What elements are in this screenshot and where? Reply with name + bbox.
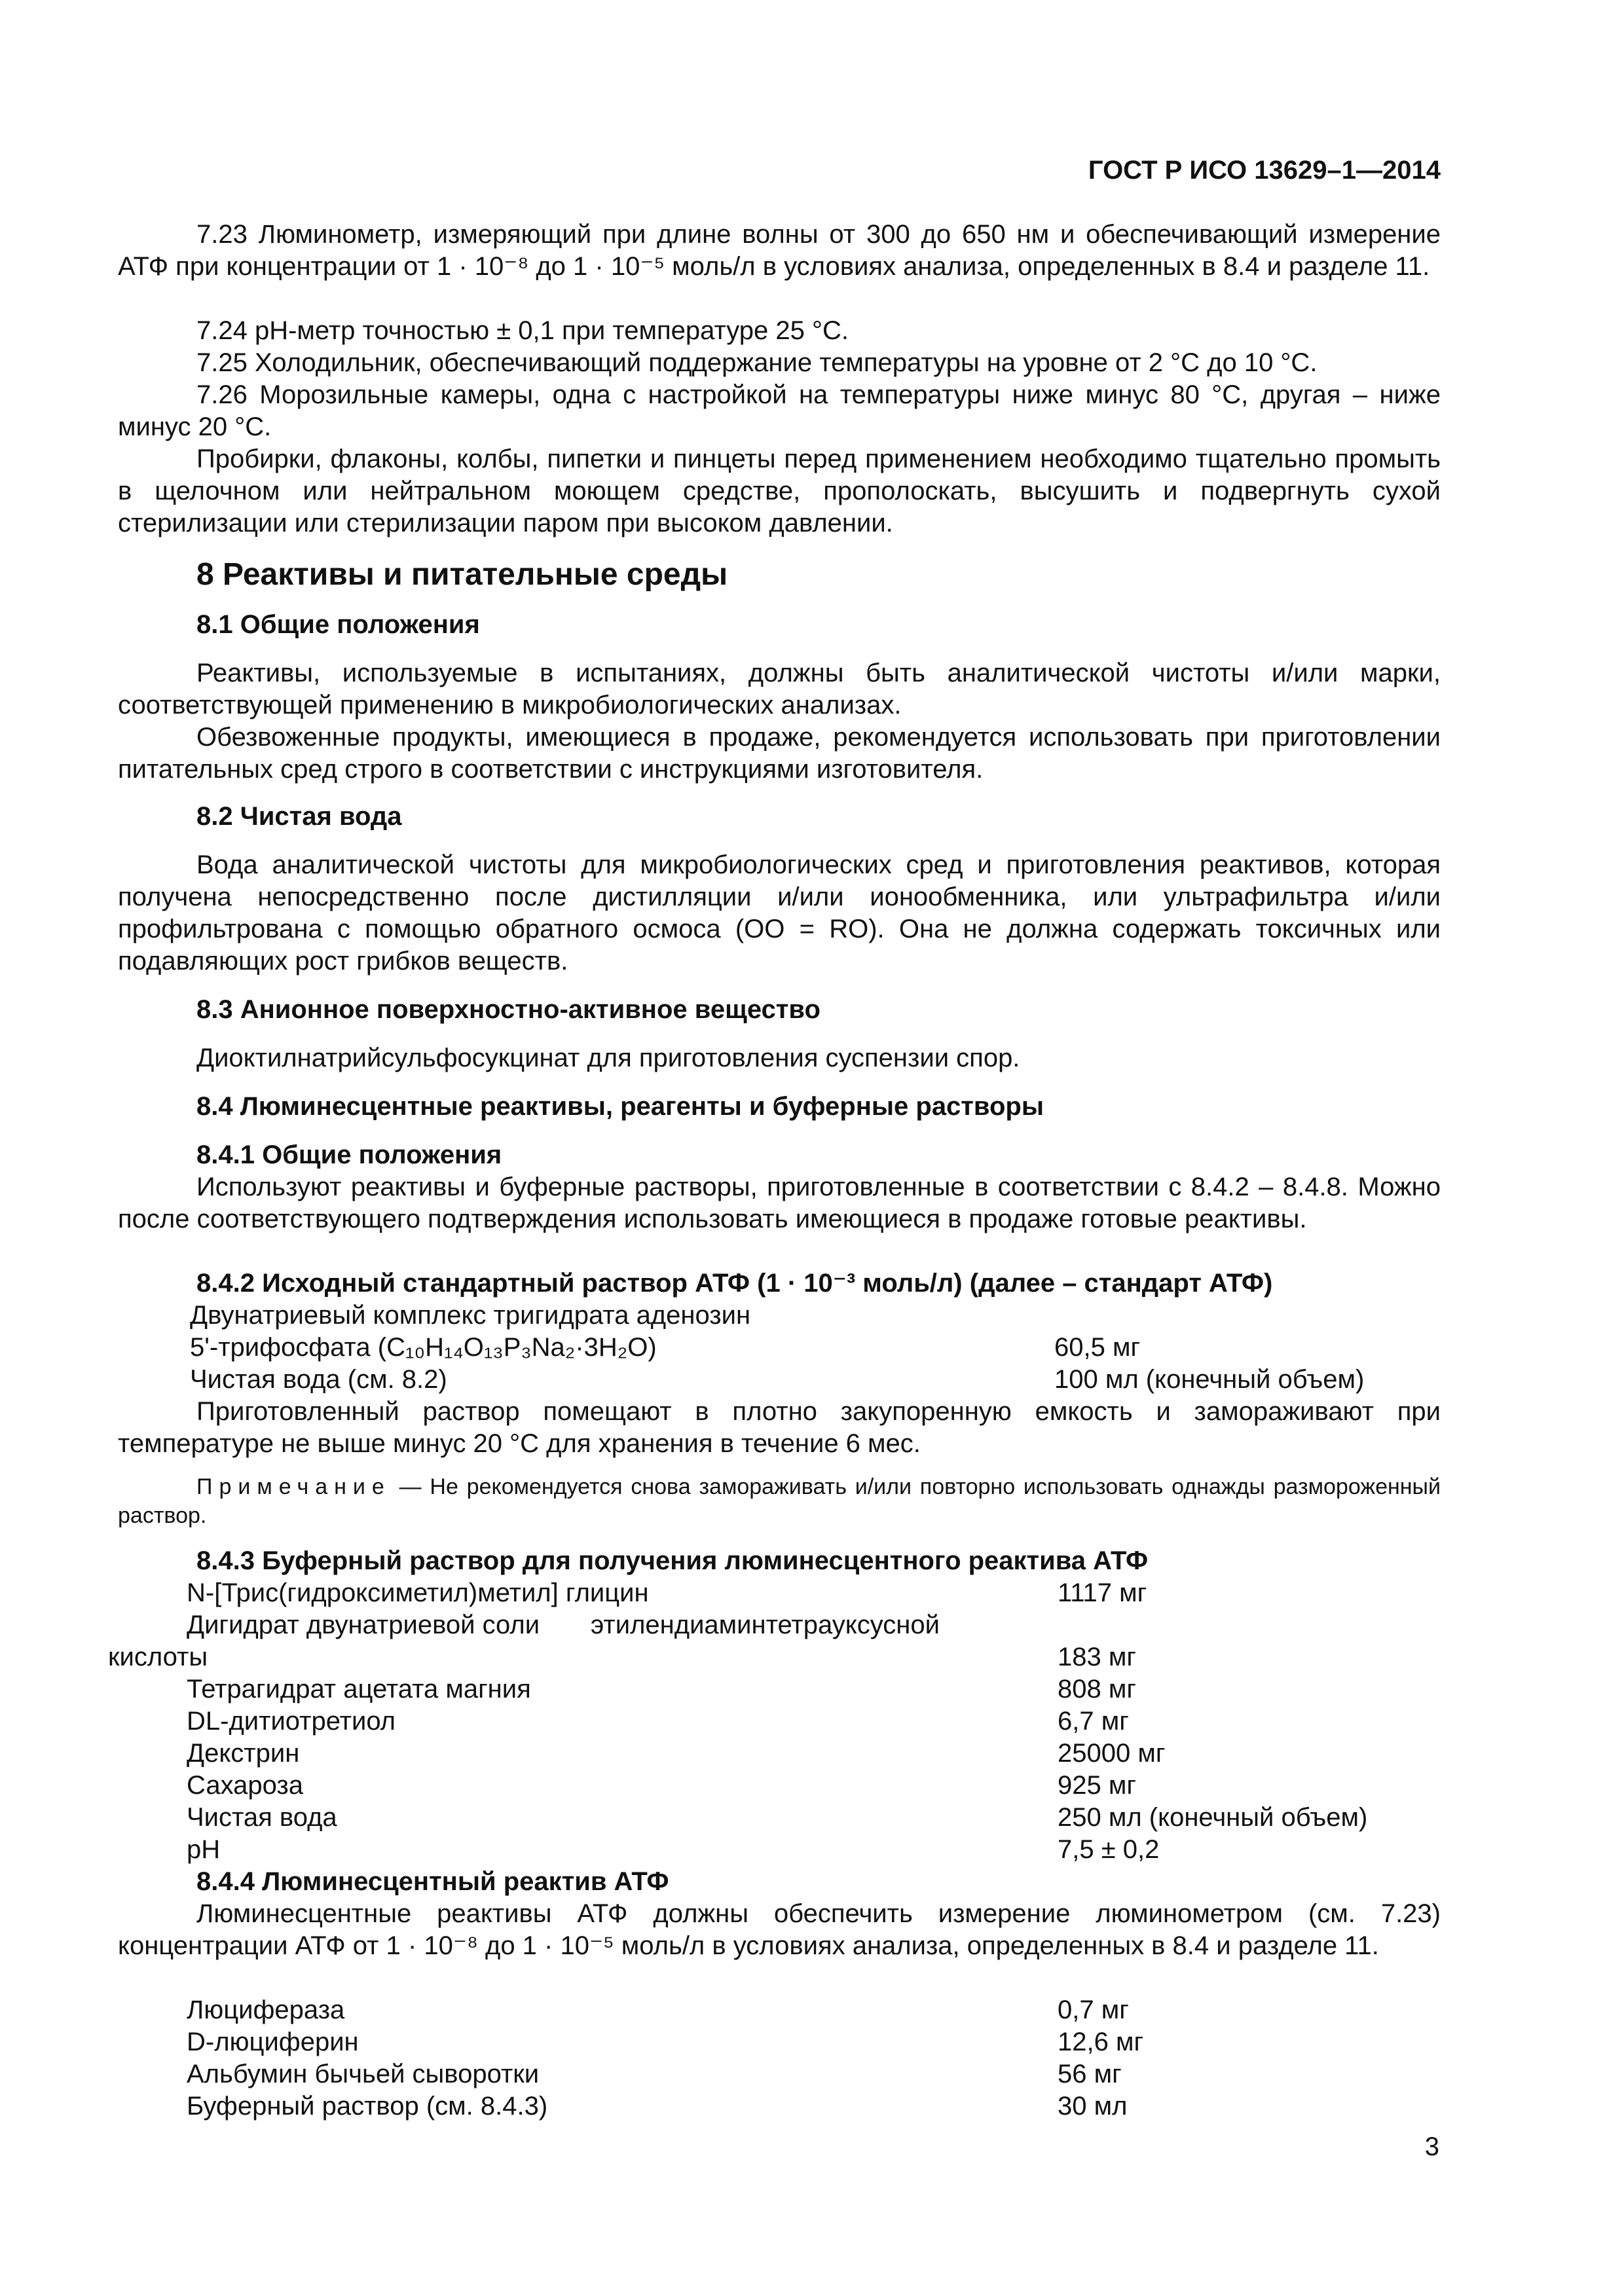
section-8-3-paragraph: Диоктилнатрийсульфосукцинат для приготовления суспензии спор. [196,1044,1020,1072]
atp-standard-row-3-name: Чистая вода (см. 8.2) [190,1365,447,1394]
section-8-4-1-heading: 8.4.1 Общие положения [196,1140,502,1169]
buffer-row-8-name: Чистая вода [187,1803,337,1832]
reagent-row-1-name: Люцифераза [187,1995,345,2024]
buffer-row-7-name: Сахароза [187,1771,304,1800]
section-8-4-2-paragraph: Приготовленный раствор помещают в плотно закупоренную емкость и замораживают при температуре не выше минус 20 °С для хранения в течение 6 мес. [118,1397,1441,1458]
section-8-4-4-paragraph: Люминесцентные реактивы АТФ должны обеспечить измерение люминометром (см. 7.23) концентрации АТФ от 1 · 10⁻⁸ до 1 · 10⁻⁵ моль/л в условиях анализа, определенных в 8.4 и разделе 11. [118,1899,1441,1960]
buffer-row-8-value: 250 мл (конечный объем) [1058,1803,1368,1832]
atp-standard-row-1-name: Двунатриевый комплекс тригидрата аденозин [190,1301,751,1330]
atp-standard-row-3-value: 100 мл (конечный объем) [1054,1365,1365,1394]
paragraph-7-25: 7.25 Холодильник, обеспечивающий поддержание температуры на уровне от 2 °С до 10 °С. [196,348,1318,377]
reagent-row-2-name: D-люциферин [187,2028,359,2056]
paragraph-7-23-text: 7.23 Люминометр, измеряющий при длине волны от 300 до 650 нм и обеспечивающий измерение АТФ при концентрации от 1 · 10⁻⁸ до 1 · 10⁻⁵ моль/л в условиях анализа, определенных в 8.4 и разделе 11. [118,220,1441,281]
paragraph-7-23 [118,219,1441,283]
buffer-row-9-value: 7,5 ± 0,2 [1058,1835,1160,1864]
section-8-4-1-paragraph: Используют реактивы и буферные растворы, приготовленные в соответствии с 8.4.2 – 8.4.8. Можно после соответствующего подтверждения использовать имеющиеся в продаже готовые реактивы. [118,1173,1441,1233]
section-8-3-heading: 8.3 Анионное поверхностно-активное вещество [196,995,821,1024]
atp-standard-row-2-value: 60,5 мг [1054,1333,1141,1362]
section-8-1-paragraph-2: Обезвоженные продукты, имеющиеся в продаже, рекомендуется использовать при приготовлении питательных сред строго в соответствии с инструкциями изготовителя. [118,723,1441,784]
section-8-2-heading: 8.2 Чистая вода [196,802,402,831]
buffer-row-3-value: 183 мг [1058,1643,1136,1671]
note-label: Примечание [196,1474,391,1499]
section-8-heading: 8 Реактивы и питательные среды [196,557,728,592]
reagent-row-4-value: 30 мл [1058,2092,1128,2121]
section-8-4-3-heading: 8.4.3 Буферный раствор для получения люминесцентного реактива АТФ [196,1546,1149,1575]
buffer-row-6-name: Декстрин [187,1739,300,1768]
section-8-4-2-heading: 8.4.2 Исходный стандартный раствор АТФ (1 · 10⁻³ моль/л) (далее – стандарт АТФ) [196,1269,1273,1298]
buffer-row-5-value: 6,7 мг [1058,1707,1129,1736]
paragraph-equipment-cleaning: Пробирки, флаконы, колбы, пипетки и пинцеты перед применением необходимо тщательно промыть в щелочном или нейтральном моющем средстве, прополоскать, высушить и подвергнуть сухой стерилизации или стерилизации паром при высоком давлении. [118,445,1441,538]
section-8-1-heading: 8.1 Общие положения [196,610,480,639]
note [118,1472,1441,1530]
section-8-4-4-heading: 8.4.4 Люминесцентный реактив АТФ [196,1867,669,1896]
buffer-row-2-name: Дигидрат двунатриевой соли этилендиаминтетрауксусной [187,1611,940,1639]
buffer-row-1-name: N-[Трис(гидроксиметил)метил] глицин [187,1578,649,1607]
reagent-row-4-name: Буферный раствор (см. 8.4.3) [187,2092,548,2121]
section-8-2-paragraph: Вода аналитической чистоты для микробиологических сред и приготовления реактивов, которая получена непосредственно после дистилляции и/или ионообменника, или ультрафильтра и/или профильтрована с помощью обратного осмоса (ОО = RO). Она не должна содержать токсичных или подавляющих рост грибков веществ. [118,850,1441,975]
reagent-row-3-value: 56 мг [1058,2060,1122,2088]
buffer-row-4-name: Тетрагидрат ацетата магния [187,1675,531,1704]
document-header: ГОСТ Р ИСО 13629–1—2014 [1088,156,1441,185]
buffer-row-9-name: pH [187,1835,221,1864]
section-8-1-paragraph-1: Реактивы, используемые в испытаниях, должны быть аналитической чистоты и/или марки, соответствующей применению в микробиологических анализах. [118,659,1441,720]
buffer-row-6-value: 25000 мг [1058,1739,1166,1768]
atp-standard-row-2-name: 5'-трифосфата (C₁₀H₁₄O₁₃P₃Na₂·3H₂O) [190,1333,657,1362]
buffer-row-3-name: кислоты [108,1643,208,1671]
page-number: 3 [1424,2132,1439,2161]
buffer-row-4-value: 808 мг [1058,1675,1136,1704]
note-text: — Не рекомендуется снова замораживать и/или повторно использовать однажды размороженный раствор. [118,1474,1441,1528]
buffer-row-1-value: 1117 мг [1058,1578,1147,1607]
buffer-row-5-name: DL-дитиотретиол [187,1707,396,1736]
paragraph-7-24: 7.24 pH-метр точностью ± 0,1 при температуре 25 °С. [196,316,849,345]
paragraph-7-26: 7.26 Морозильные камеры, одна с настройкой на температуры ниже минус 80 °С, другая – ниже минус 20 °С. [118,380,1441,441]
reagent-row-2-value: 12,6 мг [1058,2028,1144,2056]
section-8-4-heading: 8.4 Люминесцентные реактивы, реагенты и буферные растворы [196,1092,1044,1121]
reagent-row-1-value: 0,7 мг [1058,1995,1129,2024]
buffer-row-7-value: 925 мг [1058,1771,1136,1800]
reagent-row-3-name: Альбумин бычьей сыворотки [187,2060,540,2088]
